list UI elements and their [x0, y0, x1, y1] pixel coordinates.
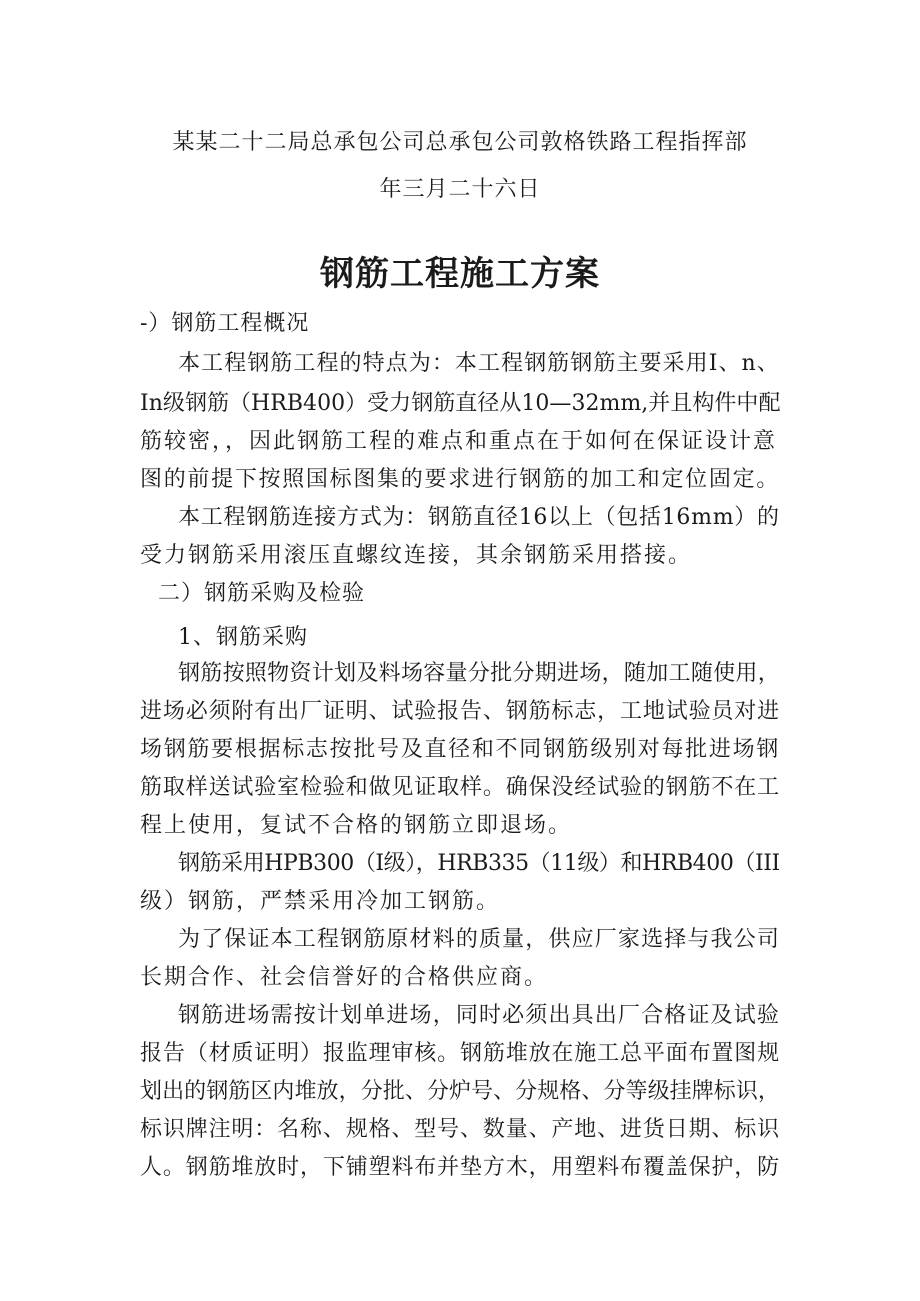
paragraph-line: 人。钢筋堆放时，下铺塑料布并垫方木，用塑料布覆盖保护，防 [140, 1155, 781, 1180]
paragraph-line: 钢筋进场需按计划单进场，同时必须出具出厂合格证及试验 [178, 1003, 781, 1028]
paragraph-line: 筋取样送试验室检验和做见证取样。确保没经试验的钢筋不在工 [140, 775, 781, 800]
header-organization: 某某二十二局总承包公司总承包公司敦格铁路工程指挥部 [172, 130, 748, 155]
paragraph-line: In级钢筋（HRB400）受力钢筋直径从10—32mm,并且构件中配 [140, 391, 781, 416]
subsection-heading-purchase: 1、钢筋采购 [178, 625, 308, 650]
paragraph-line: 场钢筋要根据标志按批号及直径和不同钢筋级别对每批进场钢 [140, 737, 781, 762]
paragraph-line: 本工程钢筋连接方式为：钢筋直径16以上（包括16mm）的 [178, 505, 780, 530]
document-title: 钢筋工程施工方案 [320, 254, 600, 294]
section-heading-procurement: 二）钢筋采购及检验 [158, 581, 366, 606]
paragraph-line: 为了保证本工程钢筋原材料的质量，供应厂家选择与我公司 [178, 927, 781, 952]
paragraph-line: 本工程钢筋工程的特点为：本工程钢筋钢筋主要采用I、n、 [178, 351, 780, 376]
paragraph-line: 筋较密，，因此钢筋工程的难点和重点在于如何在保证设计意 [140, 429, 778, 454]
paragraph-line: 钢筋按照物资计划及料场容量分批分期进场，随加工随使用， [178, 661, 781, 686]
paragraph-line: 标识牌注明：名称、规格、型号、数量、产地、进货日期、标识 [140, 1117, 781, 1142]
paragraph-line: 受力钢筋采用滚压直螺纹连接，其余钢筋采用搭接。 [140, 543, 693, 568]
paragraph-line: 长期合作、社会信誉好的合格供应商。 [140, 965, 549, 990]
header-date: 年三月二十六日 [379, 177, 541, 202]
paragraph-line: 级）钢筋，严禁采用冷加工钢筋。 [140, 889, 501, 914]
paragraph-line: 进场必须附有出厂证明、试验报告、钢筋标志，工地试验员对进 [140, 699, 781, 724]
paragraph-line: 钢筋采用HPB300（I级），HRB335（11级）和HRB400（III [178, 851, 780, 876]
paragraph-line: 程上使用，复试不合格的钢筋立即退场。 [140, 813, 573, 838]
paragraph-line: 图的前提下按照国标图集的要求进行钢筋的加工和定位固定。 [140, 467, 781, 492]
paragraph-line: 报告（材质证明）报监理审核。钢筋堆放在施工总平面布置图规 [140, 1041, 781, 1066]
section-heading-overview: -）钢筋工程概况 [140, 311, 310, 336]
paragraph-line: 划出的钢筋区内堆放，分批、分炉号、分规格、分等级挂牌标识， [140, 1079, 781, 1104]
